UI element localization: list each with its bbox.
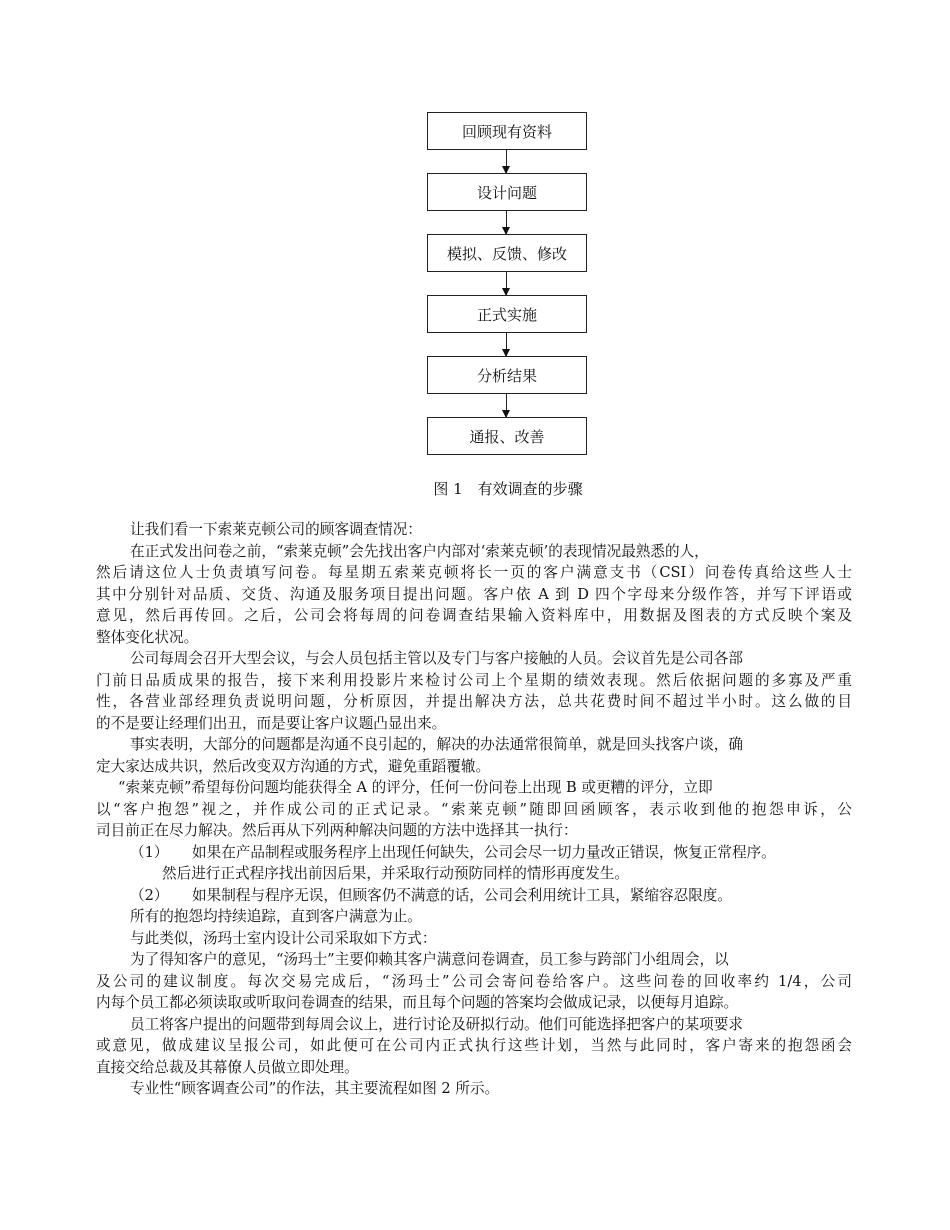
text-line: 然后请这位人士负责填写问卷。每星期五索莱克顿将长一页的客户满意支书（CSI）问卷传真给这些人士	[96, 564, 852, 581]
list-marker: （2）	[130, 886, 169, 904]
text-line: 让我们看一下索莱克顿公司的顾客调查情况：	[130, 521, 422, 538]
flow-step-analyze	[427, 356, 587, 394]
text-line: 司目前正在尽力解决。然后再从下列两种解决问题的方法中选择其一执行：	[96, 822, 578, 839]
flow-arrow	[506, 211, 507, 234]
text-line: 所有的抱怨均持续追踪，直到客户满意为止。	[130, 908, 422, 925]
list-item-1	[96, 842, 852, 864]
text-line: 内每个员工都必须读取或听取问卷调查的结果，而且每个问题的答案均会做成记录，以便每月追踪。	[96, 994, 739, 1011]
flow-step-report	[427, 417, 587, 455]
text-line: 其中分别针对品质、交货、沟通及服务项目提出问题。客户依 A 到 D 四个字母来分级作答，并写下评语或	[96, 585, 852, 603]
flow-step-review	[427, 112, 587, 150]
body-text	[96, 519, 852, 1100]
flow-step-label: 通报、改善	[469, 427, 545, 446]
flow-step-label: 回顾现有资料	[461, 122, 552, 141]
text-line: 在正式发出问卷之前，“索莱克顿”会先找出客户内部对‘索莱克顿’的表现情况最熟悉的人，	[130, 542, 709, 560]
flow-step-implement	[427, 295, 587, 333]
flow-arrow	[506, 394, 507, 417]
list-marker: （1）	[130, 843, 169, 861]
text-line: 意见，然后再传回。之后，公司会将每周的问卷调查结果输入资料库中，用数据及图表的方式反映个案及	[96, 607, 852, 624]
text-line: 员工将客户提出的问题带到每周会议上，进行讨论及研拟行动。他们可能选择把客户的某项要求	[130, 1015, 743, 1033]
flow-arrow	[506, 272, 507, 295]
text-line: 整体变化状况。	[96, 628, 199, 646]
flow-step-simulate	[427, 234, 587, 272]
text-line: 直接交给总裁及其幕僚人员做立即处理。	[96, 1058, 359, 1076]
flow-step-label: 设计问题	[476, 183, 537, 202]
text-line: 与此类似，汤玛士室内设计公司采取如下方式：	[130, 929, 437, 947]
text-line: 公司每周会召开大型会议，与会人员包括主管以及专门与客户接触的人员。会议首先是公司各部	[130, 650, 743, 667]
text-line: 门前日品质成果的报告，接下来利用投影片来检讨公司上个星期的绩效表现。然后依据问题的多寡及严重	[96, 671, 852, 689]
text-line: 为了得知客户的意见，“汤玛士”主要仰赖其客户满意问卷调查，员工参与跨部门小组周会，以	[130, 951, 729, 968]
flow-arrow	[506, 150, 507, 173]
list-item-text: 如果制程与程序无误，但顾客仍不满意的话，公司会利用统计工具，紧缩容忍限度。	[192, 886, 732, 904]
text-line: 专业性“顾客调查公司”的作法，其主要流程如图 2 所示。	[130, 1080, 500, 1097]
flow-step-label: 分析结果	[476, 366, 537, 385]
text-line: 及公司的建议制度。每次交易完成后，“汤玛士”公司会寄问卷给客户。这些问卷的回收率约 1/4，公司	[96, 972, 852, 990]
text-line: 然后进行正式程序找出前因后果，并采取行动预防同样的情形再度发生。	[162, 865, 630, 882]
text-line: 性，各营业部经理负责说明问题，分析原因，并提出解决方法，总共花费时间不超过半小时。这么做的目	[96, 693, 852, 710]
text-line: “索莱克顿”希望每份问题均能获得全 A 的评分，任何一份问卷上出现 B 或更糟的评分，立即	[118, 779, 713, 796]
figure-caption: 图 1 有效调查的步骤	[433, 480, 583, 498]
flow-step-label: 正式实施	[476, 305, 537, 324]
list-item-text: 如果在产品制程或服务程序上出现任何缺失，公司会尽一切力量改正错误，恢复正常程序。	[192, 843, 776, 861]
text-line: 定大家达成共识，然后改变双方沟通的方式，避免重蹈覆辙。	[96, 757, 491, 775]
flow-step-label: 模拟、反馈、修改	[446, 244, 567, 263]
text-line: 以“客户抱怨”视之，并作成公司的正式记录。“索莱克顿”随即回函顾客，表示收到他的抱怨申诉，公	[96, 800, 852, 818]
flow-arrow	[506, 333, 507, 356]
text-line: 的不是要让经理们出丑，而是要让客户议题凸显出来。	[96, 714, 447, 732]
flow-step-design	[427, 173, 587, 211]
text-line: 或意见，做成建议呈报公司，如此便可在公司内正式执行这些计划，当然与此同时，客户寄来的抱怨函会	[96, 1037, 852, 1054]
text-line: 事实表明，大部分的问题都是沟通不良引起的，解决的办法通常很简单，就是回头找客户谈，确	[130, 736, 743, 753]
list-item-2	[96, 885, 852, 907]
